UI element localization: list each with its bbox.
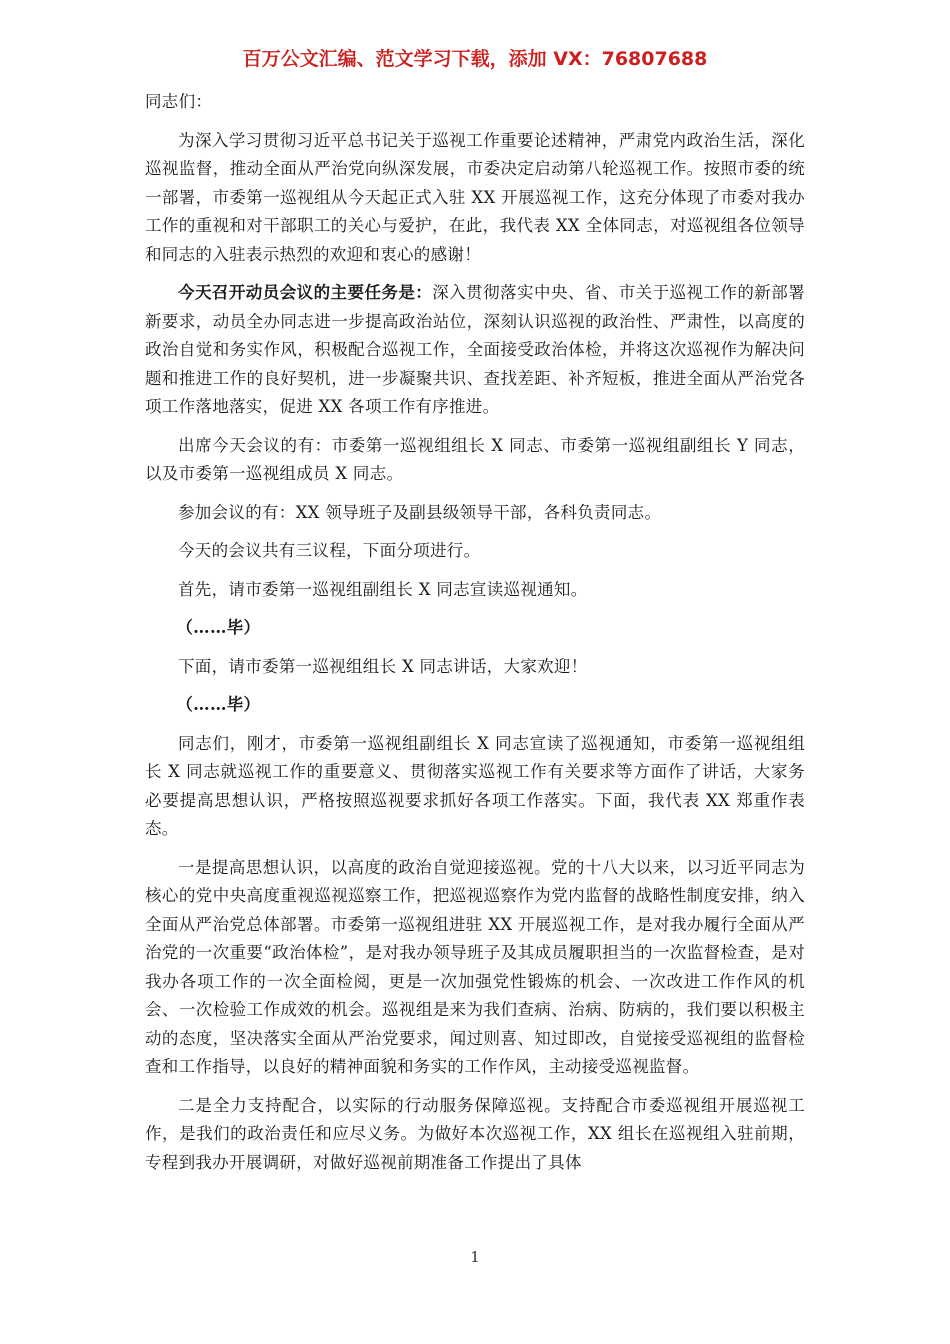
paragraph-main-task bbox=[145, 279, 805, 422]
paragraph-intro: 为深入学习贯彻习近平总书记关于巡视工作重要论述精神，严肃党内政治生活，深化巡视监督，推动全面从严治党向纵深发展，市委决定启动第八轮巡视工作。按照市委的统一部署，市委第一巡视组从今天起正式入驻 XX 开展巡视工作，这充分体现了市委对我办工作的重视和对干部职工的关心与爱护，在此，我代表 XX 全体同志，对巡视组各位领导和同志的入驻表示热烈的欢迎和衷心的感谢！ bbox=[145, 130, 805, 264]
page-number: 1 bbox=[470, 1248, 480, 1266]
paragraph-agenda: 今天的会议共有三议程，下面分项进行。 bbox=[178, 541, 481, 560]
main-task-lead: 今天召开动员会议的主要任务是： bbox=[178, 283, 433, 302]
note-end-1: （……毕） bbox=[176, 618, 261, 637]
paragraph-point-one: 一是提高思想认识，以高度的政治自觉迎接巡视。党的十八大以来，以习近平同志为核心的党中央高度重视巡视巡察工作，把巡视巡察作为党内监督的战略性制度安排，纳入全面从严治党总体部署。市委第一巡视组进驻 XX 开展巡视工作，是对我办履行全面从严治党的一次重要“政治体检”，是对我办领导班子及其成员履职担当的一次监督检查，是对我办各项工作的一次全面检阅，更是一次加强党性锻炼的机会、一次改进工作作风的机会、一次检验工作成效的机会。巡视组是来为我们查病、治病、防病的，我们要以积极主动的态度，坚决落实全面从严治党要求，闻过则喜、知过即改，自觉接受巡视组的监督检查和工作指导，以良好的精神面貌和务实的工作作风，主动接受巡视监督。 bbox=[145, 857, 805, 1076]
paragraph-participants: 参加会议的有：XX 领导班子及副县级领导干部，各科负责同志。 bbox=[178, 502, 662, 522]
paragraph-point-two: 二是全力支持配合，以实际的行动服务保障巡视。支持配合市委巡视组开展巡视工作，是我们的政治责任和应尽义务。为做好本次巡视工作，XX 组长在巡视组入驻前期，专程到我办开展调研，对做好巡视前期准备工作提出了具体 bbox=[145, 1095, 805, 1172]
paragraph-summary: 同志们，刚才，市委第一巡视组副组长 X 同志宣读了巡视通知，市委第一巡视组组长 X 同志就巡视工作的重要意义、贯彻落实巡视工作有关要求等方面作了讲话，大家务必要提高思想认识，严格按照巡视要求抓好各项工作落实。下面，我代表 XX 郑重作表态。 bbox=[145, 733, 805, 838]
watermark-banner: 百万公文汇编、范文学习下载，添加 VX：76807688 bbox=[242, 48, 708, 70]
paragraph-attendees: 出席今天会议的有：市委第一巡视组组长 X 同志、市委第一巡视组副组长 Y 同志，以及市委第一巡视组成员 X 同志。 bbox=[145, 435, 805, 483]
paragraph-second-item: 下面，请市委第一巡视组组长 X 同志讲话，大家欢迎！ bbox=[178, 656, 588, 676]
document-body bbox=[145, 88, 805, 1187]
paragraph-first-item: 首先，请市委第一巡视组副组长 X 同志宣读巡视通知。 bbox=[178, 579, 588, 599]
main-task-body: 深入贯彻落实中央、省、市关于巡视工作的新部署新要求，动员全办同志进一步提高政治站位，深刻认识巡视的政治性、严肃性，以高度的政治自觉和务实作风，积极配合巡视工作，全面接受政治体检，并将这次巡视作为解决问题和推进工作的良好契机，进一步凝聚共识、查找差距、补齐短板，推进全面从严治党各项工作落地落实，促进 XX 各项工作有序推进。 bbox=[145, 283, 805, 416]
note-end-2: （……毕） bbox=[176, 695, 261, 714]
greeting: 同志们： bbox=[145, 92, 213, 111]
